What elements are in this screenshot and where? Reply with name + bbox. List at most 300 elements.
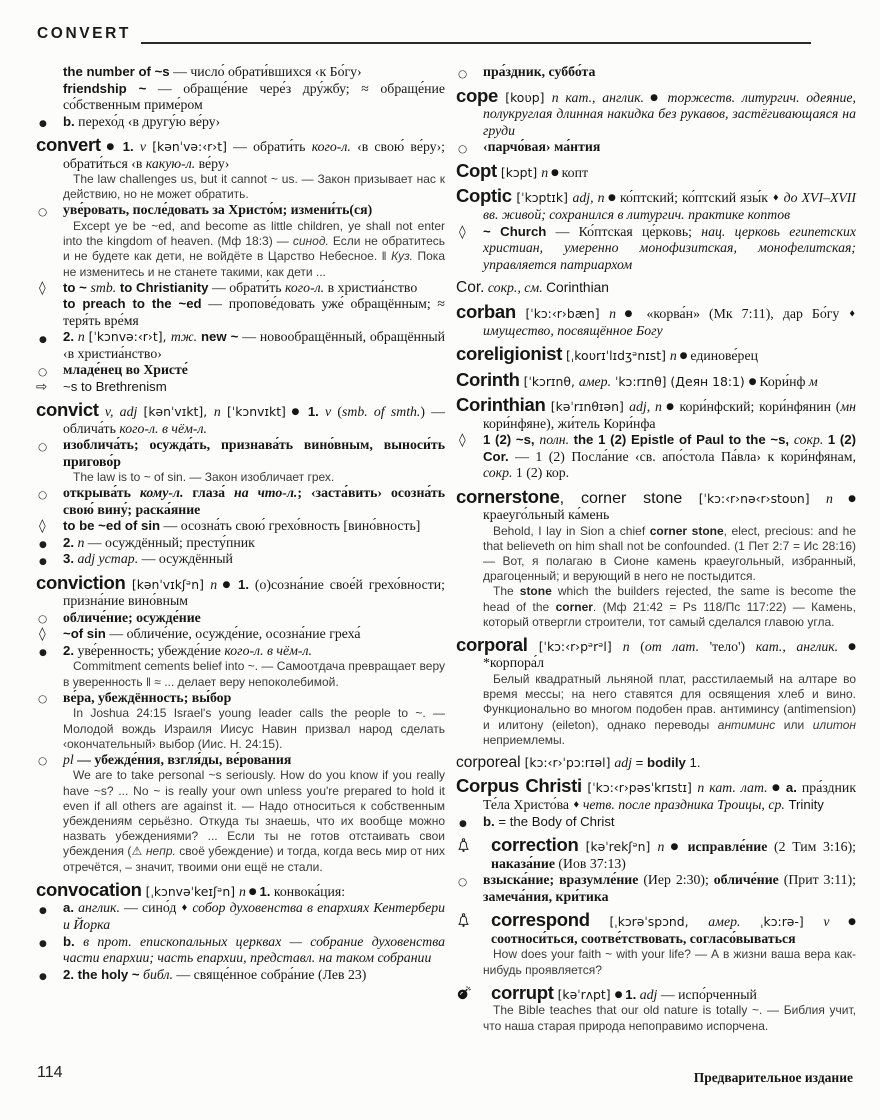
text-run: (Иов 37:13) — [558, 855, 626, 871]
text-run: англик. — [74, 900, 125, 916]
text-run: In Joshua 24:15 Israel's young leader calls the people to ~. — Молодой вождь Израиля Иисус Навин призвал народ сделать ‹окончательный› выбор (Иис. Н. 24:15). — [63, 706, 445, 751]
text-run: 1 (2) Cor. — [483, 432, 857, 464]
text-run: [ˈkɔ:‹r›pəsˈkrɪstɪ] — [581, 780, 698, 796]
text-run: — обраще́ние чере́з дру́жбу; ≈ обраще́ние со́бственным приме́ром — [63, 80, 445, 112]
text-run: единове́рец — [690, 348, 758, 363]
text-run: 1. — [685, 754, 701, 770]
footer-edition-note: Предварительное издание — [693, 1070, 853, 1085]
text-run: Corinth — [456, 368, 520, 390]
text-run: — сино́д — [124, 900, 181, 916]
text-run: ˈkɔ:rɪnθ] (Деян 18:1) — [611, 373, 749, 389]
text-run: — Ко́птская це́рковь; — [546, 223, 702, 239]
text-run: уве́ренность; убежде́ние — [74, 642, 225, 658]
text-run: n кат., англик. — [551, 89, 644, 105]
bullet-marker-icon: ● — [39, 540, 47, 551]
text-run: 1 (2) кор. — [512, 465, 570, 480]
text-run: ♦ — [180, 903, 193, 914]
text-run: (Иер 2:30); — [643, 872, 714, 888]
text-run: to be ~ed of sin — [63, 518, 161, 534]
entry-cornerstone — [456, 485, 857, 524]
text-run: cornerstone — [456, 485, 560, 507]
sense-line — [456, 432, 856, 482]
text-run: библ. — [139, 966, 173, 982]
text-run: 1. — [625, 986, 637, 1002]
text-run: 2. the holy ~ — [63, 966, 140, 982]
circle-marker-icon: ○ — [458, 67, 468, 80]
text-run: ● — [616, 308, 647, 319]
text-run: adj устар. — [74, 551, 139, 567]
text-run: — обличе́ние, осужде́ние, осозна́ние греха́ — [105, 626, 361, 642]
text-run: adj, n — [572, 190, 605, 205]
text-run: краеуго́льный ка́мень — [483, 507, 610, 522]
diamond-marker-icon: ◊ — [39, 626, 46, 643]
text-run: adj — [614, 754, 632, 770]
text-run: n — [825, 490, 833, 506]
example-block — [456, 584, 856, 630]
text-run: кори́нфский; кори́нфянин ( — [679, 399, 841, 414]
text-run: — осуждённый — [138, 551, 233, 567]
text-run: ( — [337, 404, 342, 420]
sense-line — [456, 64, 856, 81]
text-run: в христиа́нство — [324, 279, 418, 295]
text-run: Except ye be ~ed, and become as little children, ye shall not enter into the kingdom of heaven. (Мф 18:3) — — [63, 218, 445, 249]
text-run: (о)созна́ние свое́й грехо́вности; призна́ние вино́вным — [63, 576, 445, 609]
text-run: ● — [676, 351, 691, 361]
sense-line — [36, 379, 445, 396]
bell-marker-icon — [457, 912, 479, 928]
text-run: [ˈkɔnvɪkt] — [227, 404, 286, 420]
text-run: Cor. — [456, 279, 485, 296]
text-run: пра́здник, суббо́та — [483, 64, 596, 79]
text-run: — пропове́довать уже́ обращённым; ≈ теря́ть вре́мя — [63, 296, 445, 328]
text-run: The law challenges us, but it cannot ~ us. — Закон призывает нас к действию, но не может обратить. — [63, 172, 445, 202]
text-run: the 1 (2) Epistle of Paul to the ~s, — [573, 432, 794, 447]
text-run: 2. — [63, 642, 74, 658]
example-block — [456, 947, 856, 977]
text-run: наказа́ние — [491, 855, 559, 871]
sense-line — [36, 967, 445, 984]
text-run: кого-л. — [311, 139, 351, 154]
text-run: stone — [519, 584, 552, 599]
text-run: the number of ~s — [63, 64, 170, 79]
text-run: амер. — [708, 914, 741, 930]
text-run: [ˌkɔrəˈspɔnd, — [589, 914, 709, 930]
text-run: b. — [63, 113, 75, 129]
text-run: [ˈkɔ:‹r›pᵊrᵊl] — [527, 638, 623, 654]
text-run: «корва́н» (Мк 7:11), дар Бо́гу — [646, 305, 849, 321]
text-run: ~ Church — [483, 223, 547, 239]
text-run: в прот. епископальных церквах — собрание духовенства части епархии; часть епархии, представл. на таком собрании — [63, 933, 445, 966]
text-run: пра́здник Те́ла Христо́ва — [483, 780, 857, 812]
example-block — [36, 768, 445, 874]
text-run: перехо́д ‹в другу́ю ве́ру› — [74, 113, 221, 129]
text-run: ● — [832, 493, 857, 504]
text-run: глаза́ — [183, 485, 235, 501]
text-run: [ˌkoʋrɪˈlɪdʒᵊnɪst] — [562, 348, 670, 363]
entry-corrupt — [456, 981, 856, 1004]
text-run: n — [213, 404, 228, 420]
text-run: ; ‹заста́вить› осозна́ть свою́ вину́; раска́яние — [63, 485, 446, 517]
text-run: (Прит 3:11); — [783, 872, 857, 888]
text-run: smb. of smth. — [342, 404, 421, 420]
text-run: ‹парчо́вая› ма́нтия — [483, 139, 601, 154]
sense-line — [36, 280, 445, 297]
circle-marker-icon: ○ — [38, 755, 48, 768]
text-run: [ˌkɔnvəˈkeɪʃᵊn] — [141, 883, 239, 899]
circle-marker-icon: ○ — [38, 613, 48, 626]
text-run: Куз. — [391, 249, 413, 264]
text-run: Trinity — [784, 796, 824, 812]
text-run: — обрати́ть — [226, 139, 312, 154]
text-run: — обрати́ть — [208, 279, 285, 295]
text-run: — новообращённый, обращённый ‹в христиа́нство› — [63, 329, 446, 361]
text-run: нац. церковь египетских христиан, умеренно монофизитская, монофелитская; управляется патриархом — [483, 223, 856, 272]
entry-cope — [456, 84, 857, 140]
text-run: взыска́ние; вразумле́ние — [483, 872, 644, 888]
sense-line — [36, 626, 445, 643]
text-run: v — [823, 914, 830, 930]
circle-marker-icon: ○ — [38, 365, 48, 378]
entry-corpus-christi — [456, 775, 857, 814]
text-run: 1. — [307, 404, 319, 420]
phrase-line — [36, 64, 445, 81]
text-run: [kəˈrɪnθɪən] — [545, 399, 630, 414]
text-run: Corinthian — [456, 394, 546, 415]
arrow-marker-icon: ⇨ — [36, 378, 48, 395]
text-run: на что-л. — [234, 485, 298, 501]
sense-line — [36, 934, 445, 967]
text-run: Кори́нф — [759, 373, 809, 389]
text-run: непр. — [145, 844, 176, 859]
text-run: [kəˈrʌpt] — [553, 986, 615, 1002]
text-run: ˌkɔ:rə-] — [740, 914, 824, 930]
sense-line — [456, 814, 856, 831]
text-run: сокр. — [483, 465, 513, 480]
text-run: — убежде́ния, взгля́ды, ве́рования — [73, 751, 292, 767]
text-run: собор духовенства в епархиях Кентербери и Йорка — [63, 900, 446, 933]
text-run: corner — [555, 599, 593, 614]
text-run: 1. — [122, 139, 134, 154]
text-run: полн. — [539, 432, 574, 447]
text-run: to Christianity — [116, 279, 209, 295]
sense-line — [36, 900, 445, 934]
bomb-marker-icon — [457, 985, 479, 1000]
text-run: Белый квадратный льняной плат, расстилаемый на алтаре во время мессы; на него ставятся для освящения хлеб и вино. Функционально во многом подобен прав. антиминсу (antimension) и илитону (eileton), однако переводы — [483, 671, 856, 732]
text-run: — осозна́ть свою́ грехо́вность [вино́вность] — [160, 518, 421, 534]
entry-convocation — [36, 878, 445, 901]
text-run: ~of sin — [63, 626, 106, 642]
text-run: торжеств. литургич. одеяние, полукруглая длинная накидка без рукавов, застёгивающаяся на груди — [483, 89, 857, 138]
text-run: ве́ра, убеждённость; вы́бор — [63, 689, 232, 705]
entry-copt — [456, 159, 856, 182]
text-run: The — [493, 584, 520, 599]
text-run: , — [559, 489, 581, 507]
text-run: имущество, посвящённое Богу — [483, 322, 663, 338]
text-run: [kɔ:‹r›ˈpɔ:rɪəl] — [520, 754, 615, 770]
text-run: синод. — [292, 234, 329, 249]
text-run: ● — [245, 886, 260, 897]
text-run: convocation — [36, 878, 142, 900]
phrase-line — [36, 296, 445, 329]
text-run: ● — [604, 193, 621, 203]
text-run: coreligionist — [456, 343, 563, 364]
text-run: adj — [636, 986, 658, 1002]
text-run: friendship ~ — [63, 80, 147, 96]
diamond-marker-icon: ◊ — [459, 432, 466, 448]
text-run: pl — [63, 751, 74, 767]
text-run: n — [210, 576, 218, 592]
text-run: Coptic — [456, 185, 512, 206]
text-run: Пока не изменитесь и не станете такими, как дети ... — [63, 249, 445, 279]
text-run: [koʋp] — [497, 89, 552, 105]
sense-line — [36, 437, 445, 470]
text-run: м — [808, 373, 818, 389]
text-run: convict — [36, 399, 99, 421]
text-run: соотноси́ться, соотве́тствовать, согласо́вываться — [491, 930, 796, 946]
sense-line — [36, 202, 445, 219]
text-run: n — [238, 883, 246, 899]
text-run: 3. — [63, 551, 74, 567]
entry-convict — [36, 399, 445, 437]
text-run: [kənˈvɪkt], — [143, 404, 214, 420]
text-run: We are to take personal ~s seriously. How do you know if you really have ~s? ... No ~ is really your own unless you're prepared to hold it even if all others are against it. — Надо относиться к собственным убеждениям серьёзно. Откуда ты знаешь, что их вообще можно назвать убеждениями? ... Если ты не готов отстаивать свои убеждения (⚠ — [63, 768, 445, 859]
text-run: мн — [840, 399, 857, 414]
sense-line — [456, 139, 856, 156]
text-run: до XVI–XVII вв. живой; сохранился в литургич. практике коптов — [483, 190, 856, 222]
example-block — [36, 219, 445, 280]
text-run: илитон — [812, 717, 857, 732]
sense-line — [36, 485, 445, 518]
text-run: сокр., см. — [484, 280, 547, 295]
text-run: от лат. — [644, 638, 700, 654]
text-run: ● — [661, 402, 680, 412]
text-run: corporeal — [456, 753, 521, 771]
running-head: CONVERT — [37, 25, 131, 42]
text-run: [ˈkɔ:‹r›bæn] — [515, 305, 610, 321]
text-run: conviction — [36, 571, 126, 593]
text-run: [ˈkɔ:‹r›nə‹r›stoʋn] — [682, 490, 826, 506]
text-run: *корпора́л — [483, 655, 545, 671]
example-block — [456, 524, 856, 585]
entry-coreligionist — [456, 343, 856, 365]
right-column — [456, 64, 856, 1034]
text-run: антиминс — [717, 717, 776, 732]
sense-line — [36, 752, 445, 769]
text-run: v — [318, 404, 338, 420]
text-run: ♦ — [848, 309, 857, 319]
text-run: v — [133, 139, 153, 154]
sense-line — [36, 610, 445, 627]
text-run: v, adj — [98, 404, 144, 420]
text-run: = the Body of Christ — [494, 813, 615, 829]
text-run: ● — [664, 842, 688, 853]
text-run: кого-л. — [284, 279, 325, 295]
text-run: ‹в свою́ ве́ру›; обрати́ться ‹в — [63, 139, 445, 171]
text-run: ( — [629, 638, 645, 654]
text-run: corban — [456, 300, 516, 322]
example-block — [456, 672, 856, 748]
text-run: Copt — [456, 159, 497, 181]
text-run: n кат. лат. — [697, 780, 768, 796]
sense-line — [456, 872, 856, 905]
text-run: кат., англик. — [755, 638, 839, 654]
page-number: 114 — [37, 1064, 63, 1081]
example-block — [36, 659, 445, 689]
sense-line — [36, 643, 445, 660]
text-run: ● — [614, 989, 626, 1000]
text-run: — свяще́нное собра́ние (Лев 23) — [172, 966, 367, 982]
text-run: кого-л. в чём-л. — [224, 642, 312, 658]
text-run: corrupt — [491, 981, 554, 1003]
bullet-marker-icon: ● — [459, 819, 467, 830]
text-run: ср. — [768, 796, 785, 812]
text-run: [kɔpt] — [496, 164, 542, 180]
text-run: кому-л. — [139, 485, 184, 501]
text-run: new ~ — [200, 329, 239, 345]
text-run: . (Мф 21:42 = Ps 118/Пс 117:22) — Камень, который отвергли строители, тот самый сделался главою угла. — [483, 599, 856, 629]
text-run: ● — [838, 641, 857, 652]
example-block — [36, 172, 445, 202]
text-run: обличе́ние; осужде́ние — [63, 609, 201, 625]
text-run: 1. — [238, 576, 250, 592]
circle-marker-icon: ○ — [38, 488, 48, 501]
diamond-marker-icon: ◊ — [459, 223, 466, 240]
text-run: , elect, precious: and he that believeth on him shall not be confounded. (1 Пет 2:7 = Ис 28:16) — Вот, я полагаю в Сионе камень краеугольный, избранный, драгоценный; и верующий в него не постыдится. — [483, 523, 857, 584]
text-run: ● — [829, 917, 857, 928]
text-run: — испо́рченный — [657, 986, 757, 1002]
text-run: Corpus Christi — [456, 775, 582, 797]
entry-corporal — [456, 633, 857, 672]
bullet-marker-icon: ● — [39, 556, 47, 567]
entry-coptic — [456, 185, 856, 224]
text-run: ● — [100, 142, 123, 152]
text-run: [kəˈrekʃᵊn] — [578, 839, 658, 855]
text-run: n — [74, 534, 85, 550]
text-run: неприемлемы. — [483, 732, 565, 747]
text-run: ● — [748, 376, 760, 387]
circle-marker-icon: ○ — [38, 205, 48, 218]
text-run: кори́нфяне), жи́тель Кори́нфа — [483, 415, 656, 431]
text-run: сокр. — [793, 432, 828, 447]
text-run: b. — [483, 813, 495, 829]
text-run: своё убеждение) и тогда, когда весь мир от них отречётся, – значит, твоими они ещё не стали. — [63, 844, 445, 874]
phrase-line — [36, 81, 445, 114]
circle-marker-icon: ○ — [38, 693, 48, 706]
text-run: — число́ обрати́вшихся ‹к Бо́гу› — [169, 64, 362, 79]
text-run: which the builders rejected, the same is become the head of the — [483, 584, 856, 614]
text-run: to ~ — [63, 279, 91, 295]
text-run: How does your faith ~ with your life? — А в жизни ваша вера как-нибудь проявляется? — [483, 947, 856, 977]
text-run: Behold, I lay in Sion a chief — [493, 523, 650, 538]
text-run: ● — [644, 92, 668, 103]
left-column — [36, 64, 445, 1034]
text-columns — [36, 64, 856, 1034]
sense-line — [36, 551, 445, 568]
text-run: какую-л. — [145, 155, 196, 171]
text-run: correspond — [491, 909, 590, 931]
text-run: 1. — [259, 883, 271, 899]
text-run: = — [632, 754, 648, 770]
text-run: convert — [36, 134, 101, 155]
text-run: correction — [491, 834, 579, 856]
text-run: n — [609, 305, 617, 321]
entry-corban — [456, 300, 857, 340]
text-run: конвока́ция: — [270, 883, 346, 899]
text-run: обличе́ние — [713, 872, 784, 888]
text-run: corner stone — [580, 489, 683, 507]
text-run: ве́ру› — [195, 155, 230, 171]
circle-marker-icon: ○ — [458, 142, 468, 155]
entry-cor. — [456, 280, 856, 297]
text-run: замеча́ния, кри́тика — [483, 888, 609, 904]
text-run: ● — [217, 579, 239, 590]
text-run: The Bible teaches that our old nature is totally ~. — Библия учит, что наша старая природа непоправимо испорчена. — [483, 1003, 856, 1033]
text-run: четв. после праздника Троицы, — [582, 796, 769, 812]
example-block — [456, 1003, 856, 1033]
text-run: уве́ровать, после́довать за Христо́м; измени́ть(ся) — [63, 202, 373, 218]
text-run: a. — [785, 780, 797, 796]
text-run: ● — [285, 407, 308, 418]
text-run: ● — [767, 783, 786, 794]
text-run: открыва́ть — [63, 485, 140, 501]
text-run: b. — [63, 933, 75, 949]
text-run: или — [775, 717, 813, 732]
text-run: тж. — [170, 329, 201, 345]
header-rule — [141, 42, 811, 44]
text-run: [kənˈvə:‹r›t] — [152, 139, 227, 154]
bullet-marker-icon: ● — [39, 648, 47, 659]
text-run: амер. — [578, 373, 612, 389]
text-run: The law is to ~ of sin. — Закон изобличает грех. — [73, 470, 335, 485]
bullet-marker-icon: ● — [39, 119, 47, 129]
sense-line — [36, 690, 445, 707]
text-run: ) — облича́ть — [63, 404, 445, 436]
sense-line — [456, 224, 856, 274]
text-run: n — [541, 164, 549, 180]
text-run: Commitment cements belief into ~. — Самоотдача превращает веру в уверенность ‖ ≈ ... делает веру непоколебимой. — [63, 659, 445, 689]
text-run: ~s to Brethrenism — [63, 378, 167, 394]
text-run: ♦ — [772, 193, 784, 204]
sense-line — [36, 329, 445, 362]
text-run: (2 Тим 3:16); — [774, 839, 857, 855]
text-run: Corinthian — [546, 280, 609, 295]
entry-corinthian — [456, 394, 857, 432]
bullet-marker-icon: ● — [39, 905, 47, 916]
text-run: n — [74, 329, 89, 345]
text-run: кого-л. в чём-л. — [119, 420, 207, 436]
text-run: 2. — [63, 534, 74, 550]
text-run: [ˈkɔnvə:‹r›t], — [88, 329, 171, 345]
text-run: 2. — [63, 329, 74, 345]
bell-marker-icon — [457, 837, 479, 853]
sense-line — [36, 114, 445, 131]
text-run: — 1 (2) Посла́ние ‹св. апо́стола Па́вла› к кори́нфянам, — [508, 448, 856, 464]
circle-marker-icon: ○ — [458, 875, 468, 888]
text-run: младе́нец во Христе́ — [63, 362, 188, 378]
diamond-marker-icon: ◊ — [39, 279, 46, 296]
text-run: [kənˈvɪkʃᵊn] — [125, 576, 211, 592]
bullet-marker-icon: ● — [39, 334, 47, 345]
text-run: исправле́ние — [687, 839, 775, 855]
text-run: n — [622, 638, 630, 654]
entry-conviction — [36, 571, 445, 610]
sense-line — [36, 518, 445, 535]
text-run: [ˈkɔptɪk] — [511, 190, 573, 205]
text-run: adj, n — [629, 399, 662, 414]
entry-corinth — [456, 368, 856, 391]
entry-correction — [456, 834, 857, 872]
text-run: n — [669, 348, 677, 363]
